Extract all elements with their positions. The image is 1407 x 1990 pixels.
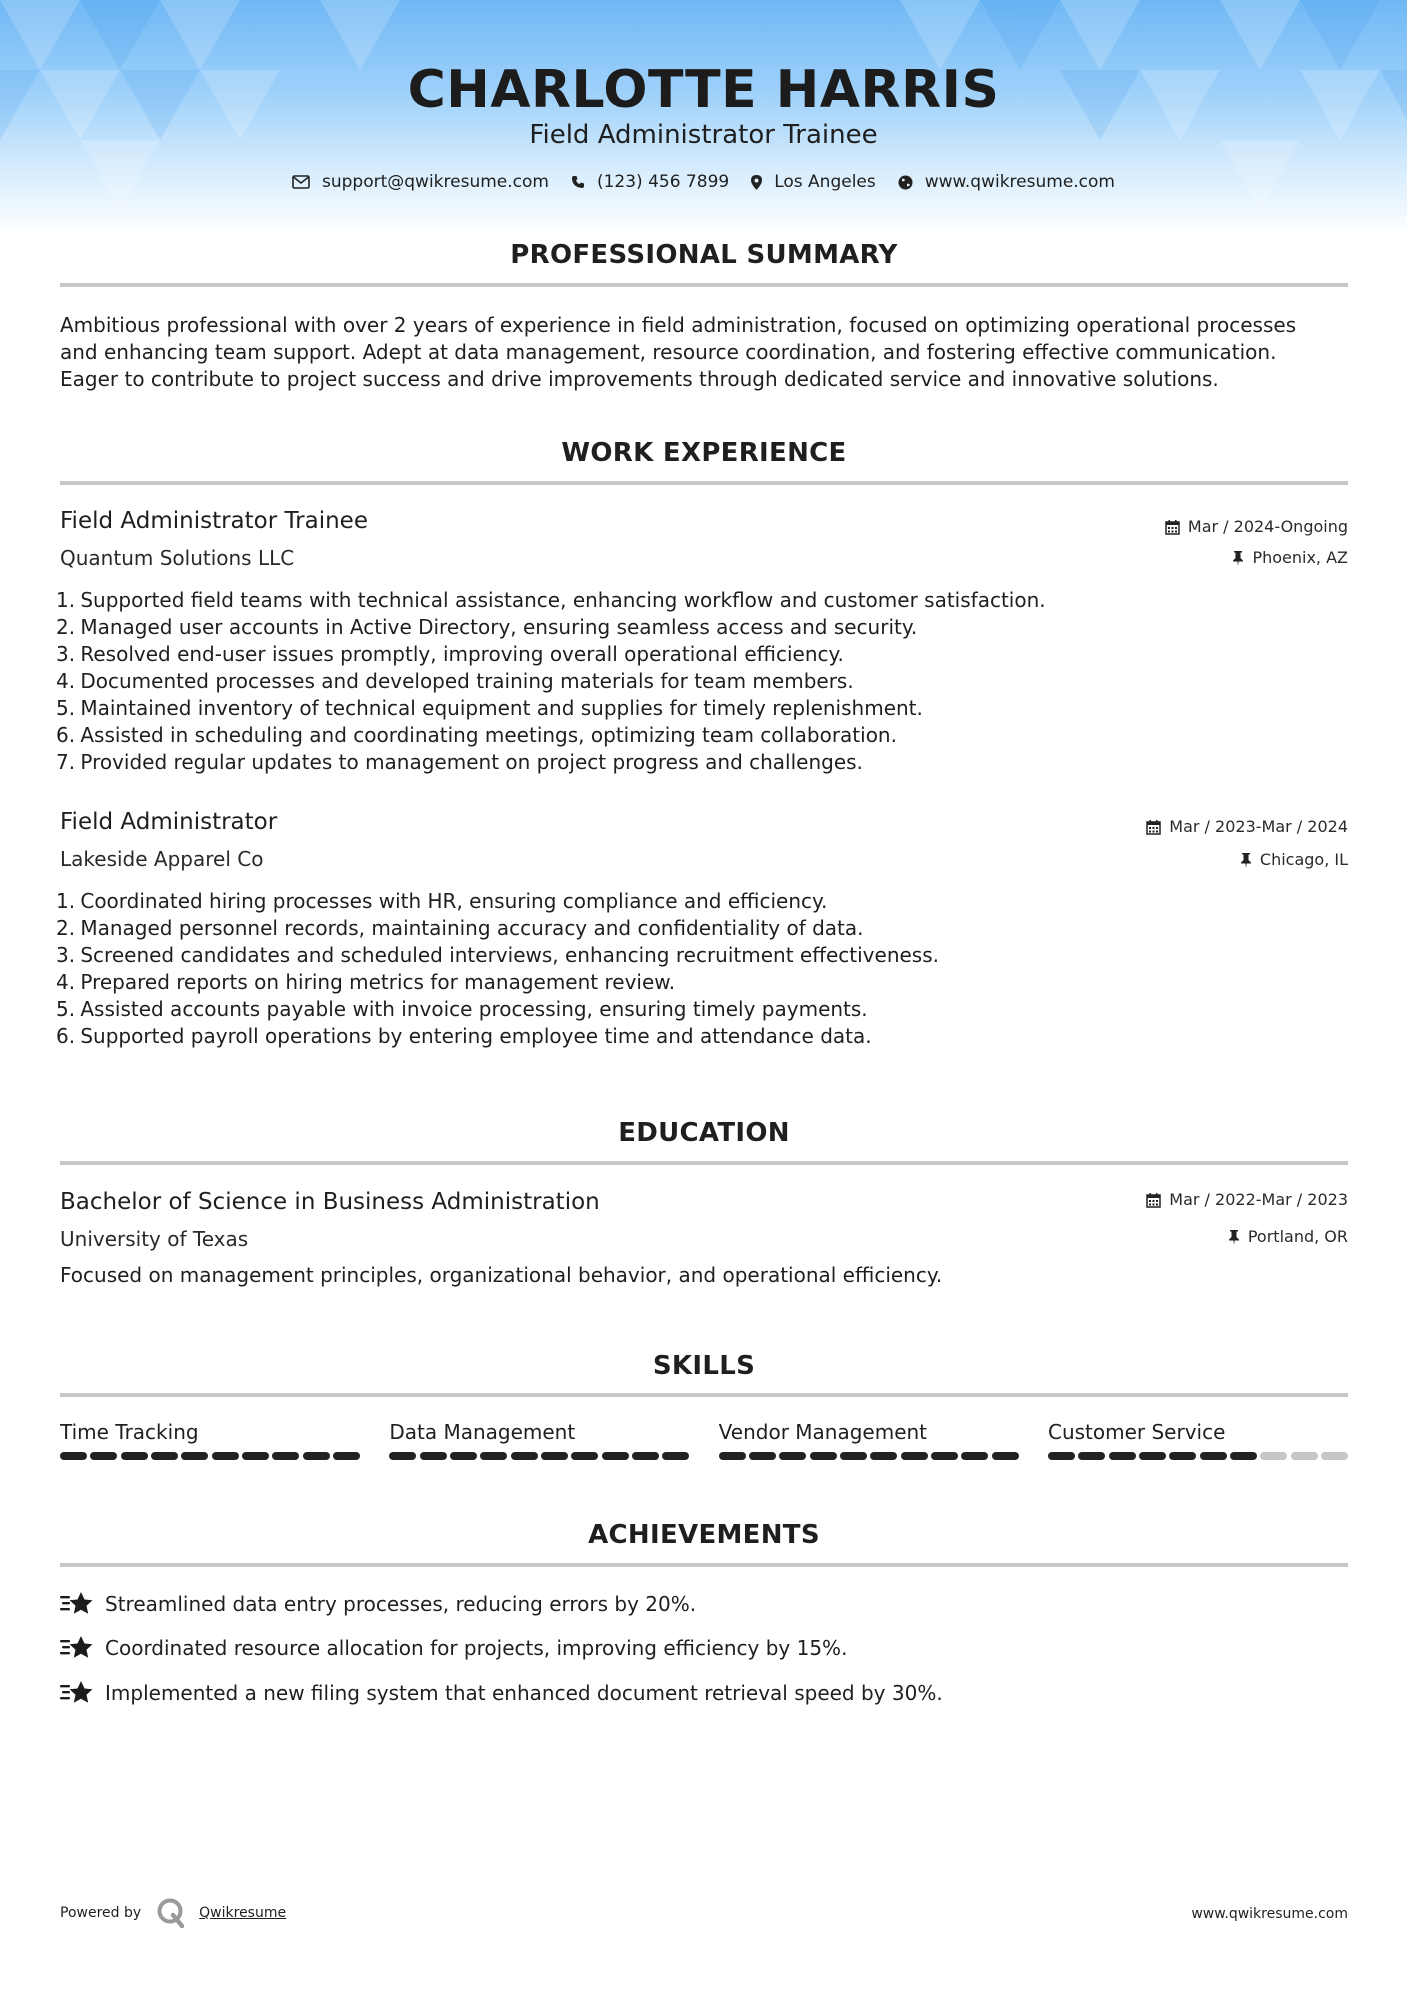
envelope-icon <box>292 175 310 189</box>
skill-segment-filled <box>212 1452 239 1460</box>
skill-segment-filled <box>1169 1452 1196 1460</box>
list-item: 6. Supported payroll operations by entering employee time and attendance data. <box>56 1024 872 1048</box>
skill-segment-filled <box>632 1452 659 1460</box>
skill-segment-filled <box>749 1452 776 1460</box>
duty-text: Assisted in scheduling and coordinating meetings, optimizing team collaboration. <box>80 723 897 747</box>
calendar-icon <box>1165 520 1180 535</box>
skill-segment-filled <box>242 1452 269 1460</box>
company-name: Quantum Solutions LLC <box>60 546 295 570</box>
skill-segment-filled <box>450 1452 477 1460</box>
list-item: 5. Maintained inventory of technical equipment and supplies for timely replenishment. <box>56 696 923 720</box>
skill-segment-filled <box>662 1452 689 1460</box>
job-dates-text: Mar / 2024-Ongoing <box>1187 517 1348 536</box>
skill-segment-empty <box>1291 1452 1318 1460</box>
skill-segment-filled <box>389 1452 416 1460</box>
shooting-star-icon <box>60 1591 93 1617</box>
job-location <box>1240 849 1348 871</box>
list-item: 1. Coordinated hiring processes with HR, ensuring compliance and efficiency. <box>56 889 828 913</box>
skill-segment-filled <box>810 1452 837 1460</box>
duty-text: Resolved end-user issues promptly, improving overall operational efficiency. <box>80 642 844 666</box>
skill-segment-filled <box>60 1452 87 1460</box>
education-heading: EDUCATION <box>618 1118 790 1148</box>
skill-level-bar <box>719 1452 1019 1460</box>
job-title: Field Administrator <box>60 809 278 835</box>
job-location-text: Chicago, IL <box>1259 850 1348 869</box>
job-title: Field Administrator Trainee <box>60 508 368 534</box>
skill-segment-empty <box>1321 1452 1348 1460</box>
skill-segment-filled <box>1078 1452 1105 1460</box>
skill-segment-empty <box>1260 1452 1287 1460</box>
achievement-item <box>60 1634 847 1662</box>
skill-segment-filled <box>840 1452 867 1460</box>
list-item: 1. Supported field teams with technical assistance, enhancing workflow and customer satisfaction. <box>56 588 1046 612</box>
skill-level-bar <box>60 1452 360 1460</box>
qwikresume-link[interactable]: Qwikresume <box>199 1905 287 1921</box>
experience-heading: WORK EXPERIENCE <box>561 438 847 468</box>
duty-text: Prepared reports on hiring metrics for management review. <box>80 970 676 994</box>
education-divider <box>60 1161 1348 1165</box>
skill-name: Vendor Management <box>718 1420 928 1444</box>
list-item: 2. Managed personnel records, maintaining accuracy and confidentiality of data. <box>56 916 864 940</box>
achievement-text: Streamlined data entry processes, reducing errors by 20%. <box>105 1592 697 1616</box>
pushpin-icon <box>1240 853 1252 868</box>
skill-segment-filled <box>931 1452 958 1460</box>
footer-powered-by <box>60 1898 286 1928</box>
skill-segment-filled <box>901 1452 928 1460</box>
skill-segment-filled <box>961 1452 988 1460</box>
skill-segment-filled <box>1048 1452 1075 1460</box>
list-item: 3. Resolved end-user issues promptly, improving overall operational efficiency. <box>56 642 844 666</box>
list-item: 4. Prepared reports on hiring metrics for management review. <box>56 970 676 994</box>
achievement-item <box>60 1590 696 1618</box>
school-name: University of Texas <box>60 1227 249 1251</box>
education-dates <box>1146 1189 1348 1211</box>
job-dates <box>1165 516 1348 538</box>
summary-heading: PROFESSIONAL SUMMARY <box>510 240 898 270</box>
degree-title: Bachelor of Science in Business Administration <box>60 1189 600 1215</box>
achievement-text: Implemented a new filing system that enhanced document retrieval speed by 30%. <box>105 1681 943 1705</box>
duty-text: Provided regular updates to management on project progress and challenges. <box>80 750 863 774</box>
list-item: 3. Screened candidates and scheduled interviews, enhancing recruitment effectiveness. <box>56 943 940 967</box>
skills-grid <box>60 1418 1348 1460</box>
contact-bar <box>0 172 1407 192</box>
contact-website[interactable] <box>898 172 1115 192</box>
education-description: Focused on management principles, organizational behavior, and operational efficiency. <box>60 1263 943 1287</box>
skill-name: Time Tracking <box>60 1420 199 1444</box>
skill-segment-filled <box>181 1452 208 1460</box>
duty-text: Documented processes and developed training materials for team members. <box>80 669 854 693</box>
achievement-item <box>60 1679 943 1707</box>
skill-level-bar <box>1048 1452 1348 1460</box>
duty-text: Supported field teams with technical assistance, enhancing workflow and customer satisfaction. <box>80 588 1046 612</box>
duty-text: Coordinated hiring processes with HR, ensuring compliance and efficiency. <box>80 889 828 913</box>
job-duties-list <box>56 587 1340 776</box>
skill-segment-filled <box>1230 1452 1257 1460</box>
job-duties-list <box>56 888 1340 1050</box>
duty-text: Managed personnel records, maintaining accuracy and confidentiality of data. <box>80 916 864 940</box>
duty-text: Managed user accounts in Active Directory, ensuring seamless access and security. <box>80 615 918 639</box>
job-location-text: Phoenix, AZ <box>1252 548 1348 567</box>
skill-segment-filled <box>719 1452 746 1460</box>
job-dates-text: Mar / 2023-Mar / 2024 <box>1169 817 1348 836</box>
candidate-title: Field Administrator Trainee <box>529 120 878 150</box>
summary-text <box>60 312 1350 393</box>
skill-segment-filled <box>333 1452 360 1460</box>
skill-segment-filled <box>870 1452 897 1460</box>
list-item: 5. Assisted accounts payable with invoice processing, ensuring timely payments. <box>56 997 868 1021</box>
education-location-text: Portland, OR <box>1247 1227 1348 1246</box>
skill-segment-filled <box>272 1452 299 1460</box>
duty-text: Supported payroll operations by entering employee time and attendance data. <box>80 1024 872 1048</box>
summary-line: and enhancing team support. Adept at data management, resource coordination, and fostering effective communication. <box>60 340 1277 364</box>
footer-website[interactable]: www.qwikresume.com <box>1191 1906 1348 1922</box>
skill-segment-filled <box>541 1452 568 1460</box>
skill-segment-filled <box>420 1452 447 1460</box>
pushpin-icon <box>1232 551 1244 566</box>
skill-segment-filled <box>571 1452 598 1460</box>
calendar-icon <box>1146 820 1161 835</box>
skill-level-bar <box>389 1452 689 1460</box>
summary-divider <box>60 283 1348 287</box>
candidate-name: CHARLOTTE HARRIS <box>407 60 1000 120</box>
qwikresume-logo-icon <box>157 1898 185 1928</box>
list-item: 7. Provided regular updates to management on project progress and challenges. <box>56 750 863 774</box>
globe-icon <box>898 175 913 190</box>
skill-item <box>389 1418 689 1460</box>
calendar-icon <box>1146 1193 1161 1208</box>
shooting-star-icon <box>60 1680 93 1706</box>
skill-segment-filled <box>992 1452 1019 1460</box>
skills-divider <box>60 1393 1348 1397</box>
list-item: 4. Documented processes and developed training materials for team members. <box>56 669 854 693</box>
skill-name: Customer Service <box>1047 1420 1226 1444</box>
list-item: 6. Assisted in scheduling and coordinating meetings, optimizing team collaboration. <box>56 723 897 747</box>
phone-icon <box>571 175 585 189</box>
map-marker-icon <box>751 175 762 190</box>
achievements-divider <box>60 1563 1348 1567</box>
job-dates <box>1146 816 1348 838</box>
list-item: 2. Managed user accounts in Active Directory, ensuring seamless access and security. <box>56 615 918 639</box>
skill-segment-filled <box>121 1452 148 1460</box>
contact-email-text: support@qwikresume.com <box>322 172 549 192</box>
experience-divider <box>60 481 1348 485</box>
skill-segment-filled <box>1139 1452 1166 1460</box>
contact-phone-text: (123) 456 7899 <box>596 172 730 192</box>
skill-segment-filled <box>1109 1452 1136 1460</box>
contact-phone[interactable] <box>571 172 729 192</box>
achievement-text: Coordinated resource allocation for projects, improving efficiency by 15%. <box>105 1636 848 1660</box>
duty-text: Maintained inventory of technical equipment and supplies for timely replenishment. <box>80 696 923 720</box>
summary-line: Eager to contribute to project success and drive improvements through dedicated service and innovative solutions. <box>60 367 1219 391</box>
job-location <box>1232 547 1348 569</box>
skill-segment-filled <box>511 1452 538 1460</box>
skill-segment-filled <box>151 1452 178 1460</box>
powered-by-label: Powered by <box>60 1905 142 1921</box>
contact-website-text: www.qwikresume.com <box>924 172 1115 192</box>
skill-item <box>719 1418 1019 1460</box>
skill-segment-filled <box>303 1452 330 1460</box>
skill-segment-filled <box>1200 1452 1227 1460</box>
skills-heading: SKILLS <box>652 1351 756 1381</box>
shooting-star-icon <box>60 1635 93 1661</box>
company-name: Lakeside Apparel Co <box>60 847 264 871</box>
contact-location <box>751 172 876 192</box>
skill-segment-filled <box>602 1452 629 1460</box>
skill-segment-filled <box>779 1452 806 1460</box>
pushpin-icon <box>1228 1230 1240 1245</box>
contact-location-text: Los Angeles <box>774 172 876 192</box>
skill-segment-filled <box>90 1452 117 1460</box>
duty-text: Assisted accounts payable with invoice processing, ensuring timely payments. <box>80 997 868 1021</box>
achievements-heading: ACHIEVEMENTS <box>588 1520 820 1550</box>
skill-item <box>1048 1418 1348 1460</box>
skill-item <box>60 1418 360 1460</box>
duty-text: Screened candidates and scheduled interviews, enhancing recruitment effectiveness. <box>80 943 940 967</box>
education-dates-text: Mar / 2022-Mar / 2023 <box>1169 1190 1348 1209</box>
education-location <box>1228 1226 1348 1248</box>
contact-email[interactable] <box>292 172 549 192</box>
skill-segment-filled <box>480 1452 507 1460</box>
skill-name: Data Management <box>389 1420 576 1444</box>
summary-line: Ambitious professional with over 2 years of experience in field administration, focused on optimizing operational processes <box>60 313 1297 337</box>
